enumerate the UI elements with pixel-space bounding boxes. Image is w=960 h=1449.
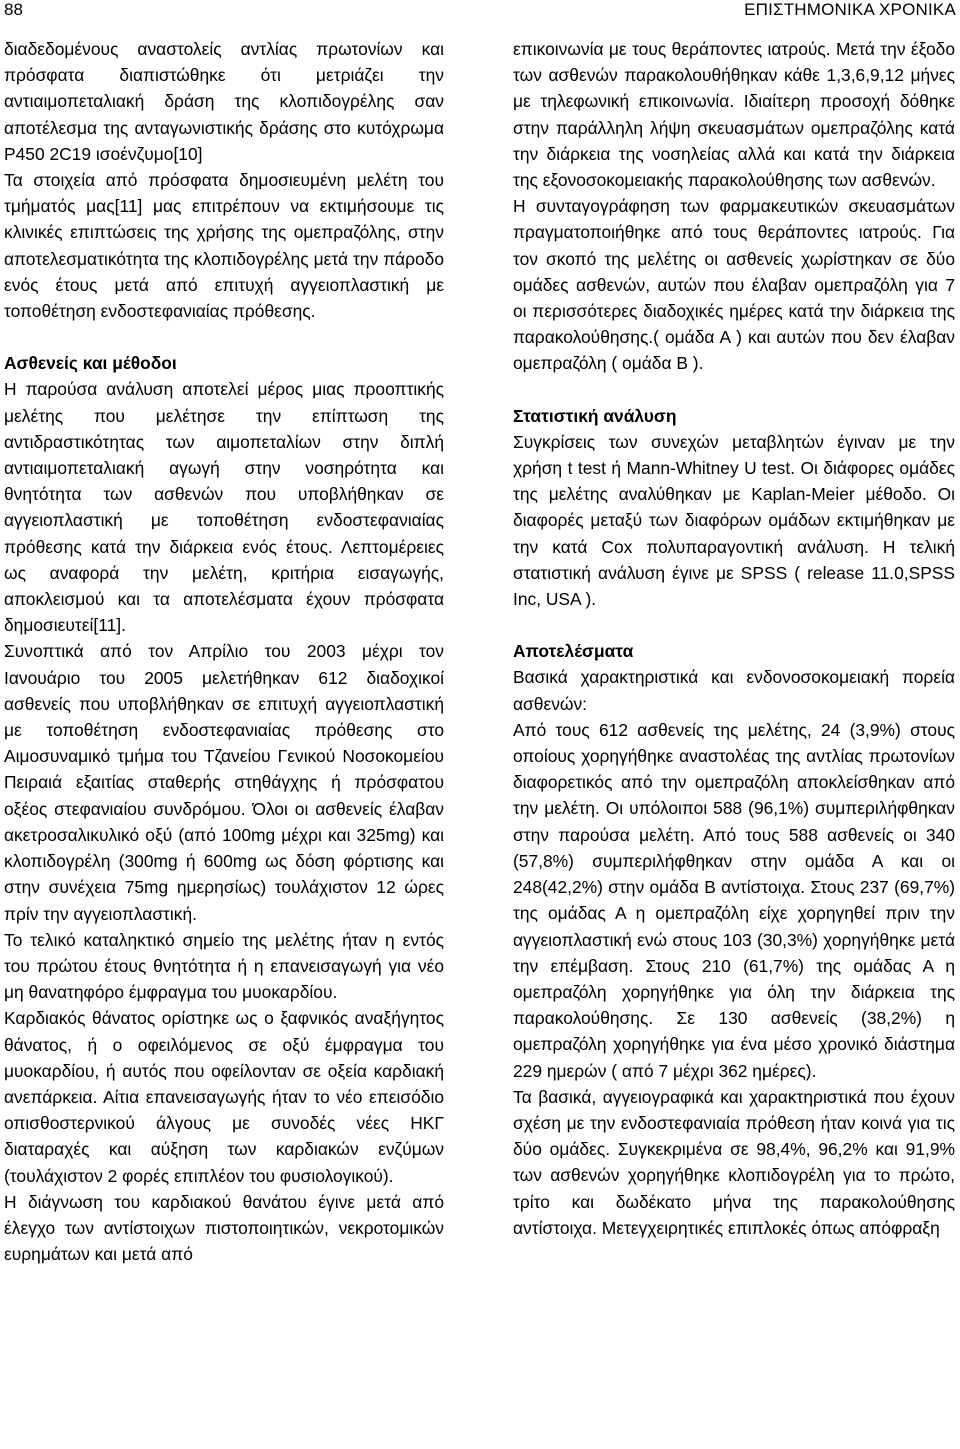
- paragraph-methods-1: Η παρούσα ανάλυση αποτελεί μέρος μιας προοπτικής μελέτης που μελέτησε την επίπτωση της αντιδραστικότητας των αιμοπεταλίων στην διπλή αντιαιμοπεταλιακή αγωγή στην νοσηρότητα και θνητότητα των ασθενών που υποβλήθηκαν σε αγγειοπλαστική με τοποθέτηση ενδοστεφανιαίας πρόθεσης κατά την διάρκεια ενός έτους. Λεπτομέρειες ως αναφορά την μελέτη, κριτήρια εισαγωγής, αποκλεισμού και τα αποτελέσματα έχουν πρόσφατα δημοσιευτεί[11].: [4, 379, 444, 636]
- section-spacer: [513, 377, 955, 403]
- page-number: 88: [4, 0, 23, 19]
- paragraph-methods-2: Συνοπτικά από τον Απρίλιο του 2003 μέχρι τον Ιανουάριο του 2005 μελετήθηκαν 612 διαδοχικοί ασθενείς που υποβλήθηκαν σε επιτυχή αγγειοπλαστική με τοποθέτηση ενδοστεφανιαίας πρόθεσης στο Αιμοσυναμικό τμήμα του Τζανείου Γενικού Νοσοκομείου Πειραιά εξαιτίας σταθερής στηθάγχης ή πρόσφατου οξέος στεφανιαίου συνδρόμου. Όλοι οι ασθενείς έλαβαν ακετροσαλικυλικό οξύ (από 100mg μέχρι και 325mg) και κλοπιδογρέλη (300mg ή 600mg ως δόση φόρτισης και στην συνέχεια 75mg ημερησίως) τουλάχιστον 12 ώρες πρίν την αγγειοπλαστική.: [4, 641, 444, 924]
- heading-results: Αποτελέσματα: [513, 641, 634, 662]
- paragraph-statistics: Συγκρίσεις των συνεχών μεταβλητών έγιναν με την χρήση t test ή Mann-Whitney U test. Οι διάφορες ομάδες της μελέτης αναλύθηκαν με Kaplan-Meier μέθοδο. Οι διαφορές μεταξύ των διαφόρων ομάδων εκτιμήθηκαν με την κατά Cox πολυπαραγοντική ανάλυση. Η τελική στατιστική ανάλυση έγινε με SPSS ( release 11.0,SPSS Inc, USA ).: [513, 431, 955, 610]
- paragraph-continued-2: Η συνταγογράφηση των φαρμακευτικών σκευασμάτων πραγματοποιήθηκε από τους θεράποντες ιατρούς. Για τον σκοπό της μελέτης οι ασθενείς χωρίστηκαν σε δύο ομάδες ασθενών, αυτών που έλαβαν ομεπραζόλη για 7 οι περισσότερες διαδοχικές ημέρες κατά την διάρκεια της παρακολούθησης.( ομάδα Α ) και αυτών που δεν έλαβαν ομεπραζόλη ( ομάδα Β ).: [513, 196, 955, 374]
- paragraph-intro-1: διαδεδομένους αναστολείς αντλίας πρωτονίων και πρόσφατα διαπιστώθηκε ότι μετριάζει την αντιαιμοπεταλιακή δράση της κλοπιδογρέλης σαν αποτέλεσμα της ανταγωνιστικής δράσης στο κυτόχρωμα P450 2C19 ισοένζυμο[10]: [4, 39, 444, 164]
- section-spacer: [4, 324, 444, 350]
- paragraph-results-2: Τα βασικά, αγγειογραφικά και χαρακτηριστικά που έχουν σχέση με την ενδοστεφανιαία πρόθεση ήταν κοινά για τις δύο ομάδες. Συγκεκριμένα σε 98,4%, 96,2% και 91,9% των ασθενών χορηγήθηκε κλοπιδογρέλη για το πρώτο, τρίτο και δωδέκατο μήνα της παρακολούθησης αντίστοιχα. Μετεγχειρητικές επιπλοκές όπως απόφραξη: [513, 1086, 955, 1238]
- right-column: [513, 36, 955, 1241]
- paragraph-results-subheading: Βασικά χαρακτηριστικά και ενδονοσοκομειακή πορεία ασθενών:: [513, 667, 955, 714]
- journal-title: ΕΠΙΣΤΗΜΟΝΙΚΑ ΧΡΟΝΙΚΑ: [744, 0, 956, 19]
- paragraph-methods-4: Καρδιακός θάνατος ορίστηκε ως ο ξαφνικός αναξήγητος θάνατος, ή ο οφειλόμενος σε οξύ έμφραγμα του μυοκαρδίου, ή αυτός που οφείλονταν σε οξεία καρδιακή ανεπάρκεια. Αίτια επανεισαγωγής ήταν το νέο επεισόδιο οπισθοστερνικού άλγους με συνοδές νέες ΗΚΓ διαταραχές και αύξηση των καρδιακών ενζύμων (τουλάχιστον 2 φορές επιπλέον του φυσιολογικού).: [4, 1008, 444, 1186]
- paragraph-results-1: Από τους 612 ασθενείς της μελέτης, 24 (3,9%) στους οποίους χορηγήθηκε αναστολέας της αντλίας πρωτονίων διαφορετικός από την ομεπραζόλη αποκλείσθηκαν από την μελέτη. Οι υπόλοιποι 588 (96,1%) συμπεριλήφθηκαν στην παρούσα μελέτη. Από τους 588 ασθενείς οι 340 (57,8%) συμπεριλήφθηκαν στην ομάδα Α και οι 248(42,2%) στην ομάδα Β αντίστοιχα. Στους 237 (69,7%) της ομάδας Α η ομεπραζόλη είχε χορηγηθεί πριν την αγγειοπλαστική ενώ στους 103 (30,3%) χορηγήθηκε μετά την επέμβαση. Στους 210 (61,7%) της ομάδας Α η ομεπραζόλη χορηγήθηκε για όλη την διάρκεια της παρακολούθησης. Σε 130 ασθενείς (38,2%) η ομεπραζόλη χορηγήθηκε για ένα μέσο χρονικό διάστημα 229 ημερών ( από 7 μέχρι 362 ημέρες).: [513, 719, 955, 1081]
- left-column: [4, 36, 444, 1267]
- section-spacer: [513, 612, 955, 638]
- heading-patients-methods: Ασθενείς και μέθοδοι: [4, 353, 177, 374]
- heading-statistical-analysis: Στατιστική ανάλυση: [513, 405, 677, 426]
- paragraph-continued-1: επικοινωνία με τους θεράποντες ιατρούς. Μετά την έξοδο των ασθενών παρακολουθήθηκαν κάθε 1,3,6,9,12 μήνες με τηλεφωνική επικοινωνία. Ιδιαίτερη προσοχή δόθηκε στην παράλληλη λήψη σκευασμάτων ομεπραζόλης κατά την διάρκεια της νοσηλείας αλλά και κατά την διάρκεια της εξονοσοκομειακής παρακολούθησης των ασθενών.: [513, 39, 955, 191]
- paragraph-methods-3: Το τελικό καταληκτικό σημείο της μελέτης ήταν η εντός του πρώτου έτους θνητότητα ή η επανεισαγωγή για νέο μη θανατηφόρο έμφραγμα του μυοκαρδίου.: [4, 929, 444, 1003]
- paragraph-methods-5: Η διάγνωση του καρδιακού θανάτου έγινε μετά από έλεγχο των αντίστοιχων πιστοποιητικών, νεκροτομικών ευρημάτων και μετά από: [4, 1191, 444, 1265]
- paragraph-intro-2: Τα στοιχεία από πρόσφατα δημοσιευμένη μελέτη του τμήματός μας[11] μας επιτρέπουν να εκτιμήσουμε τις κλινικές επιπτώσεις της χρήσης της ομεπραζόλης, στην αποτελεσματικότητα της κλοπιδογρέλης μετά την πάροδο ενός έτους μετά από επιτυχή αγγειοπλαστική με τοποθέτηση ενδοστεφανιαίας πρόθεσης.: [4, 170, 444, 322]
